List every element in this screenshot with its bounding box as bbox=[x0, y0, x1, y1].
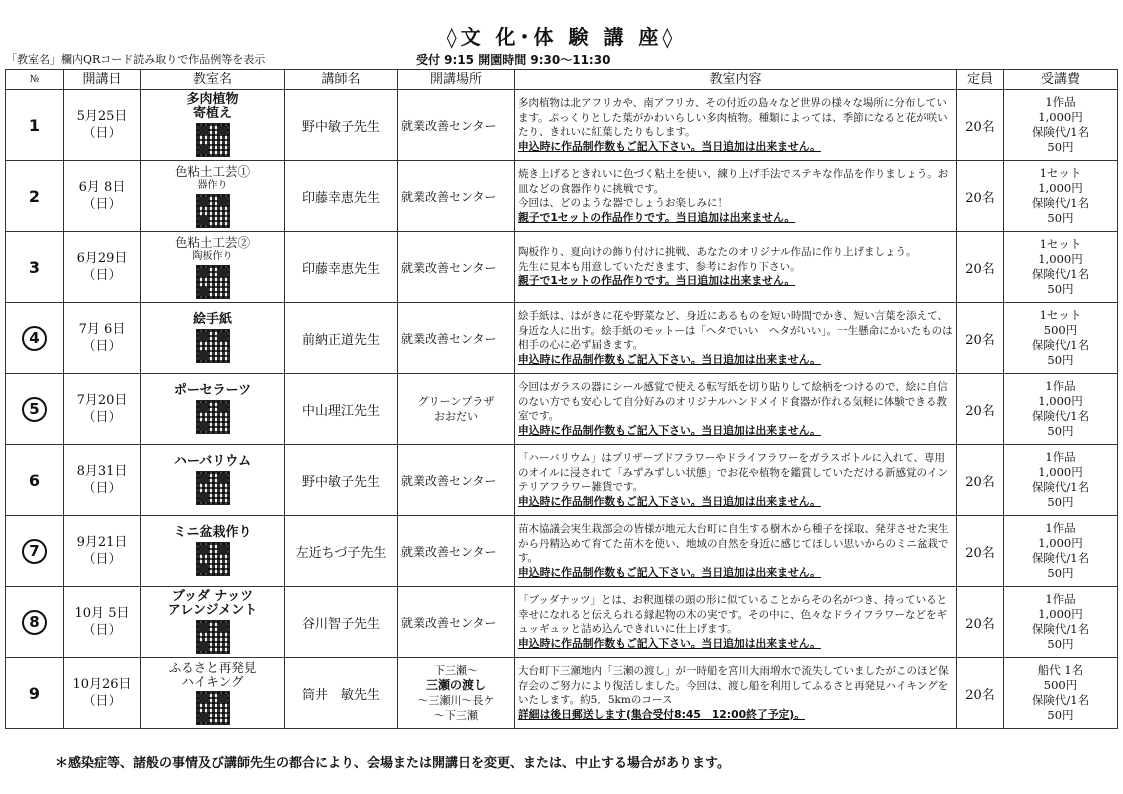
class-subtitle: 器作り bbox=[197, 179, 228, 191]
capacity: 20名 bbox=[957, 90, 1004, 161]
class-cell bbox=[141, 303, 285, 374]
header-no: № bbox=[6, 70, 64, 90]
course-description bbox=[515, 658, 957, 729]
header-venue: 開講場所 bbox=[398, 70, 515, 90]
fee: 1作品 1,000円 保険代/1名 50円 bbox=[1004, 587, 1118, 658]
fee: 1作品 1,000円 保険代/1名 50円 bbox=[1004, 90, 1118, 161]
teacher-name: 筒井 敏先生 bbox=[285, 658, 398, 729]
venue-cell: 就業改善センター bbox=[398, 232, 515, 303]
reception-time: 受付 9:15 開園時間 9:30〜11:30 bbox=[416, 53, 611, 67]
qr-code-icon[interactable] bbox=[196, 691, 230, 725]
course-description bbox=[515, 587, 957, 658]
weekday-line: （日） bbox=[82, 197, 122, 212]
weekday-line: （日） bbox=[82, 339, 122, 354]
class-cell bbox=[141, 516, 285, 587]
header-content: 教室内容 bbox=[515, 70, 957, 90]
class-name: ブッダ ナッツ アレンジメント bbox=[167, 589, 258, 618]
class-cell bbox=[141, 232, 285, 303]
fee: 1作品 1,000円 保険代/1名 50円 bbox=[1004, 516, 1118, 587]
table-row bbox=[6, 374, 1118, 445]
date-line: 6月29日 bbox=[76, 251, 128, 266]
description-notice: 申込時に作品制作数もご記入下さい。当日追加は出来ません。 bbox=[518, 139, 821, 153]
qr-code-icon[interactable] bbox=[196, 194, 230, 228]
course-date bbox=[64, 303, 141, 374]
row-number bbox=[6, 516, 64, 587]
venue-cell: 就業改善センター bbox=[398, 587, 515, 658]
course-date bbox=[64, 658, 141, 729]
fee: 1作品 1,000円 保険代/1名 50円 bbox=[1004, 445, 1118, 516]
class-name: ハーバリウム bbox=[173, 454, 252, 469]
row-number bbox=[6, 374, 64, 445]
class-name: 色粘土工芸① bbox=[174, 163, 250, 179]
course-description bbox=[515, 90, 957, 161]
class-cell bbox=[141, 445, 285, 516]
venue-line: 〜三瀬川〜長ケ 〜下三瀬 bbox=[417, 694, 495, 722]
class-name: ポーセラーツ bbox=[173, 383, 252, 398]
date-line: 10月26日 bbox=[72, 677, 132, 692]
class-name: 多肉植物 寄植え bbox=[186, 92, 239, 121]
qr-code-icon[interactable] bbox=[196, 620, 230, 654]
row-number bbox=[6, 587, 64, 658]
course-date bbox=[64, 232, 141, 303]
class-cell bbox=[141, 658, 285, 729]
teacher-name: 印藤幸恵先生 bbox=[285, 161, 398, 232]
capacity: 20名 bbox=[957, 516, 1004, 587]
description-text: 陶板作り、夏向けの飾り付けに挑戦、あなたのオリジナル作品に作り上げましょう。 先生に見本も用意していただきます、参考にお作り下さい。 bbox=[518, 246, 917, 273]
course-description bbox=[515, 516, 957, 587]
description-text: 今回はガラスの器にシール感覚で使える転写紙を切り貼りして絵柄をつけるので、絵に自信のない方でも安心して自分好みのオリジナルハンドメイド食器が作れる気軽に体験できる教室です。 bbox=[518, 381, 948, 422]
header-class: 教室名 bbox=[141, 70, 285, 90]
venue-cell: 就業改善センター bbox=[398, 445, 515, 516]
table-row bbox=[6, 445, 1118, 516]
description-notice: 親子で1セットの作品作りです。当日追加は出来ません。 bbox=[518, 210, 796, 224]
class-name: 色粘土工芸② bbox=[174, 234, 250, 250]
fee: 1セット 1,000円 保険代/1名 50円 bbox=[1004, 161, 1118, 232]
footer-note: ＊感染症等、諸般の事情及び講師先生の都合により、会場または開講日を変更、または、中止する場合があります。 bbox=[55, 756, 730, 771]
class-cell bbox=[141, 161, 285, 232]
capacity: 20名 bbox=[957, 658, 1004, 729]
class-cell bbox=[141, 587, 285, 658]
weekday-line: （日） bbox=[82, 623, 122, 638]
description-notice: 親子で1セットの作品作りです。当日追加は出来ません。 bbox=[518, 274, 796, 288]
row-number-label: 2 bbox=[28, 186, 41, 206]
teacher-name: 印藤幸恵先生 bbox=[285, 232, 398, 303]
row-number-label: 6 bbox=[28, 470, 41, 490]
teacher-name: 野中敏子先生 bbox=[285, 445, 398, 516]
venue-cell: グリーンプラザ おおだい bbox=[398, 374, 515, 445]
course-description bbox=[515, 303, 957, 374]
description-notice: 申込時に作品制作数もご記入下さい。当日追加は出来ません。 bbox=[518, 423, 821, 437]
qr-code-icon[interactable] bbox=[196, 123, 230, 157]
weekday-line: （日） bbox=[82, 126, 122, 141]
teacher-name: 中山理江先生 bbox=[285, 374, 398, 445]
weekday-line: （日） bbox=[82, 481, 122, 496]
capacity: 20名 bbox=[957, 445, 1004, 516]
date-line: 7月 6日 bbox=[78, 322, 126, 337]
page-title: ◊文 化･体 験 講 座◊ bbox=[446, 25, 677, 49]
fee: 1作品 1,000円 保険代/1名 50円 bbox=[1004, 374, 1118, 445]
qr-code-icon[interactable] bbox=[196, 400, 230, 434]
qr-code-icon[interactable] bbox=[196, 329, 230, 363]
venue-cell bbox=[398, 658, 515, 729]
weekday-line: （日） bbox=[82, 552, 122, 567]
course-description bbox=[515, 161, 957, 232]
table-row bbox=[6, 161, 1118, 232]
class-cell bbox=[141, 90, 285, 161]
row-number-label: 3 bbox=[28, 257, 41, 277]
row-number-label: 4 bbox=[22, 326, 47, 351]
table-row bbox=[6, 303, 1118, 374]
teacher-name: 野中敏子先生 bbox=[285, 90, 398, 161]
course-description bbox=[515, 374, 957, 445]
date-line: 6月 8日 bbox=[78, 180, 126, 195]
class-cell bbox=[141, 374, 285, 445]
row-number bbox=[6, 232, 64, 303]
date-line: 9月21日 bbox=[76, 535, 128, 550]
header-capacity: 定員 bbox=[957, 70, 1004, 90]
fee: 船代 1名 500円 保険代/1名 50円 bbox=[1004, 658, 1118, 729]
capacity: 20名 bbox=[957, 303, 1004, 374]
description-text: 「ハーバリウム」はプリザーブドフラワーやドライフラワーをガラスボトルに入れて、専用のオイルに浸されて「みずみずしい状態」でお花や植物を鑑賞していただける新感覚のインテリアフラワー雑貨です。 bbox=[518, 452, 948, 493]
row-number-label: 8 bbox=[22, 610, 47, 635]
capacity: 20名 bbox=[957, 232, 1004, 303]
venue-line: 下三瀬〜 bbox=[434, 664, 478, 677]
course-date bbox=[64, 90, 141, 161]
table-row bbox=[6, 232, 1118, 303]
description-notice: 詳細は後日郵送します(集合受付8:45 12:00終了予定)。 bbox=[518, 707, 806, 721]
description-notice: 申込時に作品制作数もご記入下さい。当日追加は出来ません。 bbox=[518, 494, 821, 508]
course-date bbox=[64, 374, 141, 445]
table-row bbox=[6, 516, 1118, 587]
class-name: ふるさと再発見 ハイキング bbox=[168, 660, 257, 689]
capacity: 20名 bbox=[957, 161, 1004, 232]
weekday-line: （日） bbox=[82, 410, 122, 425]
date-line: 5月25日 bbox=[76, 109, 128, 124]
venue-cell: 就業改善センター bbox=[398, 516, 515, 587]
schedule-table bbox=[5, 69, 1118, 729]
description-text: 焼き上げるときれいに色づく粘土を使い、練り上げ手法でステキな作品を作りましょう。お皿などの食器作りに挑戦です。 今回は、どのような器でしょうお楽しみに！ bbox=[518, 168, 949, 209]
table-row bbox=[6, 658, 1118, 729]
row-number bbox=[6, 303, 64, 374]
table-header-row bbox=[6, 70, 1118, 90]
weekday-line: （日） bbox=[82, 268, 122, 283]
row-number bbox=[6, 445, 64, 516]
venue-highlight: 三瀬の渡し bbox=[425, 678, 486, 692]
row-number bbox=[6, 90, 64, 161]
description-text: 多肉植物は北アフリカや、南アフリカ、その付近の島々など世界の様々な場所に分布しています。ぷっくりとした葉がかわいらしい多肉植物。種類によっては、季節になると花が咲いたり、きれいに紅葉したりもします。 bbox=[518, 97, 948, 138]
row-number-label: 1 bbox=[28, 115, 41, 135]
teacher-name: 谷川智子先生 bbox=[285, 587, 398, 658]
teacher-name: 左近ちづ子先生 bbox=[285, 516, 398, 587]
qr-code-icon[interactable] bbox=[196, 542, 230, 576]
row-number bbox=[6, 658, 64, 729]
table-row bbox=[6, 587, 1118, 658]
qr-code-icon[interactable] bbox=[196, 471, 230, 505]
venue-cell: 就業改善センター bbox=[398, 161, 515, 232]
course-date bbox=[64, 587, 141, 658]
capacity: 20名 bbox=[957, 587, 1004, 658]
description-text: 絵手紙は、はがきに花や野菜など、身近にあるものを短い時間でかき、短い言葉を添えて、身近な人に出す。絵手紙のモットーは「ヘタでいい ヘタがいい」。一生懸命にかいたものは相手の心に必ず届きます。 bbox=[518, 310, 953, 351]
table-row bbox=[6, 90, 1118, 161]
date-line: 10月 5日 bbox=[74, 606, 130, 621]
row-number-label: 7 bbox=[22, 539, 47, 564]
row-number-label: 5 bbox=[22, 397, 47, 422]
description-text: 苗木協議会実生栽部会の皆様が地元大台町に自生する樹木から種子を採取、発芽させた実生から丹精込めて育てた苗木を使い、地域の自然を身近に感じてほしい思いからのミニ盆栽です。 bbox=[518, 523, 949, 564]
course-date bbox=[64, 445, 141, 516]
header-teacher: 講師名 bbox=[285, 70, 398, 90]
description-text: 大台町下三瀬地内「三瀬の渡し」が一時船を宮川大雨増水で流失していましたがこのほど保存会のご努力により復活しました。今回は、渡し船を利用してふるさと再発見ハイキングをいたします。約5．5kmのコース bbox=[518, 665, 949, 706]
description-text: 「ブッダナッツ」とは、お釈迦様の頭の形に似ていることからその名がつき、持っていると幸せになれると伝えられる縁起物の木の実です。その中に、色々なドライフラワーなどをギュッギュッと詰め込んできれいに仕上げます。 bbox=[518, 594, 948, 635]
venue-cell: 就業改善センター bbox=[398, 303, 515, 374]
fee: 1セット 500円 保険代/1名 50円 bbox=[1004, 303, 1118, 374]
course-date bbox=[64, 161, 141, 232]
qr-code-icon[interactable] bbox=[196, 265, 230, 299]
description-notice: 申込時に作品制作数もご記入下さい。当日追加は出来ません。 bbox=[518, 636, 821, 650]
course-date bbox=[64, 516, 141, 587]
class-name: ミニ盆栽作り bbox=[173, 525, 252, 540]
row-number-label: 9 bbox=[28, 683, 41, 703]
weekday-line: （日） bbox=[82, 694, 122, 709]
header-fee: 受講費 bbox=[1004, 70, 1118, 90]
description-notice: 申込時に作品制作数もご記入下さい。当日追加は出来ません。 bbox=[518, 352, 821, 366]
header-date: 開講日 bbox=[64, 70, 141, 90]
capacity: 20名 bbox=[957, 374, 1004, 445]
class-name: 絵手紙 bbox=[192, 312, 232, 327]
qr-note: 「教室名」欄内QRコード読み取りで作品例等を表示 bbox=[6, 53, 266, 66]
fee: 1セット 1,000円 保険代/1名 50円 bbox=[1004, 232, 1118, 303]
course-description bbox=[515, 232, 957, 303]
class-subtitle: 陶板作り bbox=[192, 250, 233, 262]
teacher-name: 前納正道先生 bbox=[285, 303, 398, 374]
description-notice: 申込時に作品制作数もご記入下さい。当日追加は出来ません。 bbox=[518, 565, 821, 579]
course-description bbox=[515, 445, 957, 516]
row-number bbox=[6, 161, 64, 232]
subheader bbox=[6, 52, 1116, 68]
venue-cell: 就業改善センター bbox=[398, 90, 515, 161]
date-line: 7月20日 bbox=[76, 393, 128, 408]
date-line: 8月31日 bbox=[76, 464, 128, 479]
